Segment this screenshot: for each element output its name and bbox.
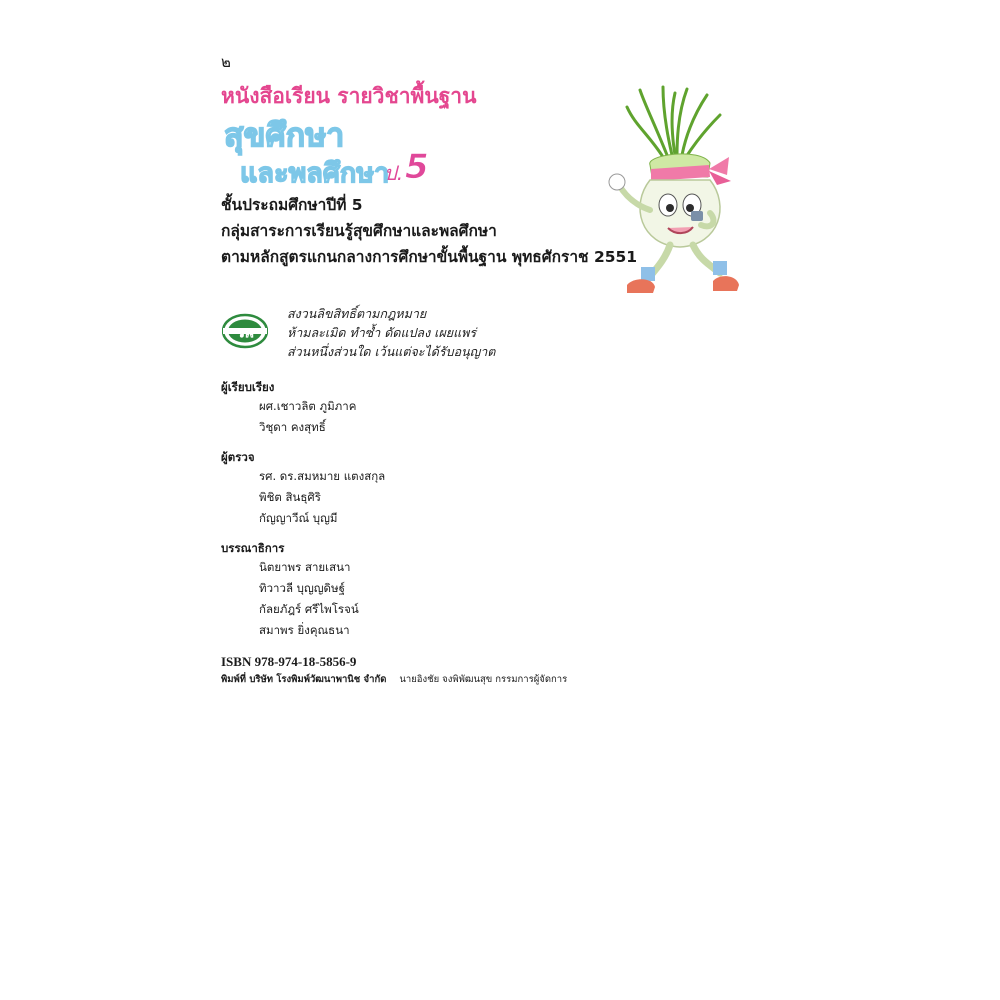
editors-heading: บรรณาธิการ	[221, 541, 285, 555]
copyright-line: ห้ามละเมิด ทำซ้ำ ดัดแปลง เผยแพร่	[287, 325, 477, 340]
grade-line: ชั้นประถมศึกษาปีที่ 5	[221, 196, 363, 214]
publisher-seal-text: วพ	[236, 325, 254, 341]
reviewer-name: พิชิต สินธุศิริ	[259, 490, 321, 504]
copyright-line: สงวนลิขสิทธิ์ตามกฎหมาย	[287, 306, 427, 321]
publisher-seal-logo	[222, 313, 268, 349]
credits	[221, 378, 621, 641]
title-logo	[212, 112, 442, 192]
subject-group-line: กลุ่มสาระการเรียนรู้สุขศึกษาและพลศึกษา	[221, 222, 497, 240]
printer-line	[221, 672, 567, 687]
reviewer-name: รศ. ดร.สมหมาย แตงสกุล	[259, 469, 386, 483]
isbn: ISBN 978-974-18-5856-9	[221, 654, 357, 669]
editor-name: สมาพร ยิ่งคุณธนา	[259, 623, 350, 637]
reviewer-name: กัญญาวีณ์ บุญมี	[259, 511, 338, 525]
printer-label: พิมพ์ที่ บริษัท โรงพิมพ์วัฒนาพานิช จำกัด	[221, 674, 387, 685]
title-logo-grade-number: 5	[405, 147, 429, 187]
curriculum-line: ตามหลักสูตรแกนกลางการศึกษาขั้นพื้นฐาน พุทธศักราช 2551	[221, 248, 638, 266]
title-logo-grade-prefix: ป.	[384, 161, 404, 185]
page-number: ๒	[221, 53, 231, 71]
title-logo-line1: สุขศึกษา	[224, 116, 345, 154]
editor-name: นิตยาพร สายเสนา	[259, 560, 351, 574]
reviewers-heading: ผู้ตรวจ	[221, 450, 255, 464]
printer-manager: นายอิงชัย จงพิพัฒนสุข กรรมการผู้จัดการ	[399, 674, 568, 685]
editor-name: ทิวาวลี บุญญดิษฐ์	[259, 581, 345, 595]
copyright-notice	[287, 304, 495, 361]
author-name: ผศ.เชาวลิต ภูมิภาค	[259, 399, 357, 413]
book-meta	[221, 192, 637, 270]
title-logo-line2: และพลศึกษา	[240, 158, 390, 189]
authors-heading: ผู้เรียบเรียง	[221, 380, 275, 394]
book-series-title: หนังสือเรียน รายวิชาพื้นฐาน	[221, 84, 477, 108]
editor-name: กัลยภัฎร์ ศรีไพโรจน์	[259, 602, 359, 616]
copyright-line: ส่วนหนึ่งส่วนใด เว้นแต่จะได้รับอนุญาต	[287, 344, 496, 359]
spring-onion-mascot-icon	[605, 85, 755, 300]
author-name: วิชุดา คงสุทธิ์	[259, 420, 326, 434]
